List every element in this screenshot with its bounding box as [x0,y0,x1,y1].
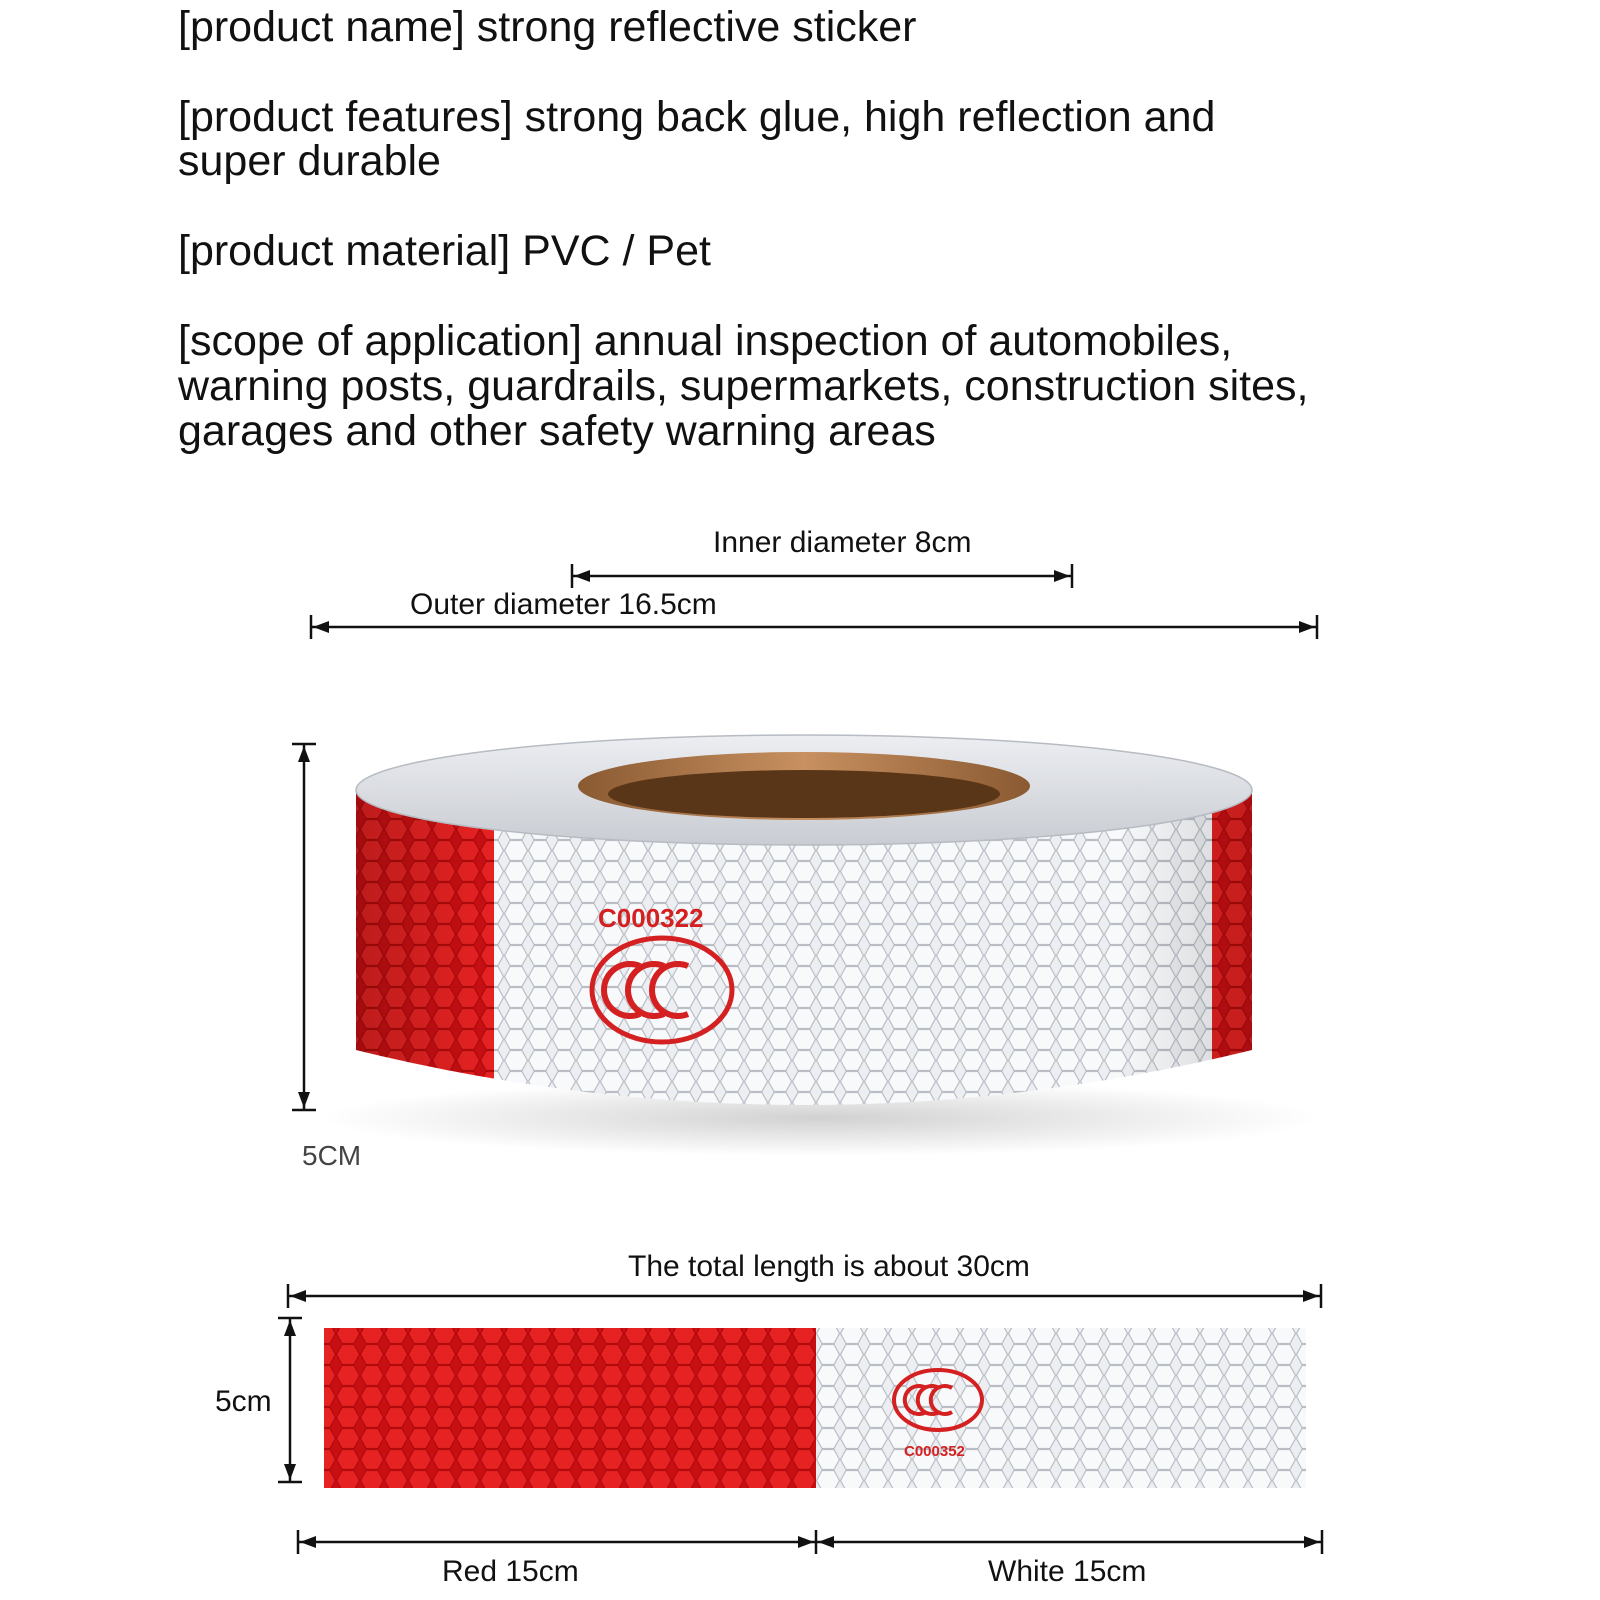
tape-roll-image [320,735,1320,1156]
outer-diameter-label: Outer diameter 16.5cm [410,588,717,621]
inner-diameter-label: Inner diameter 8cm [713,526,972,559]
red-segment [324,1328,816,1488]
inner-diameter-dimension [572,564,1072,588]
white-length-dimension [816,1530,1322,1554]
total-length-label: The total length is about 30cm [628,1250,1030,1283]
product-material-text: [product material] PVC / Pet [178,227,711,275]
scope-line2: warning posts, guardrails, supermarkets, construction sites, [178,362,1309,410]
tape-strip-image [324,1328,1306,1488]
roll-cert-code: C000322 [598,903,704,933]
product-features-line2: super durable [178,137,441,185]
product-name-text: [product name] strong reflective sticker [178,3,917,51]
product-features-line1: [product features] strong back glue, high reflection and [178,93,1216,141]
white-length-label: White 15cm [988,1555,1147,1588]
red-length-dimension [298,1530,816,1554]
strip-width-dimension [278,1318,302,1482]
white-segment [816,1328,1306,1488]
strip-width-label: 5cm [215,1385,272,1418]
scope-line1: [scope of application] annual inspection of automobiles, [178,317,1233,365]
scope-line3: garages and other safety warning areas [178,407,936,455]
strip-cert-code: C000352 [904,1443,965,1460]
roll-width-label: 5CM [302,1140,362,1171]
total-length-dimension [288,1284,1321,1308]
red-length-label: Red 15cm [442,1555,579,1588]
roll-width-dimension [292,744,316,1110]
